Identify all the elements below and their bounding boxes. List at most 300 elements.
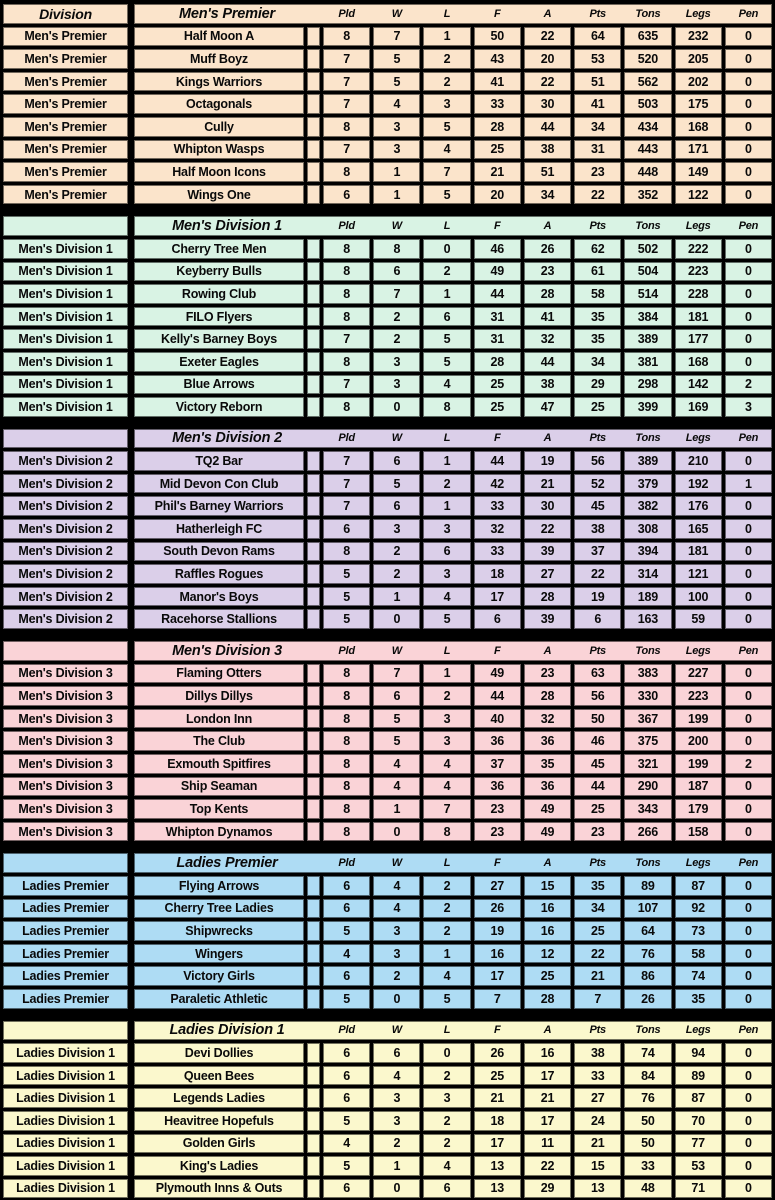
stat-cell: 4 bbox=[373, 777, 420, 797]
team-name-cell: FILO Flyers bbox=[134, 307, 304, 327]
stat-cell: 64 bbox=[624, 921, 671, 941]
stat-cell: 86 bbox=[624, 966, 671, 986]
division-cell: Men's Division 2 bbox=[3, 542, 128, 562]
division-section bbox=[3, 216, 772, 416]
stat-cell: 6 bbox=[373, 1043, 420, 1063]
stat-cell: 199 bbox=[675, 754, 722, 774]
column-header: Pen bbox=[738, 220, 759, 233]
stat-cell: 0 bbox=[725, 519, 772, 539]
stat-cell: 5 bbox=[323, 564, 370, 584]
table-row bbox=[3, 27, 772, 47]
stat-cell: 23 bbox=[474, 822, 521, 842]
stat-cell: 30 bbox=[524, 496, 571, 516]
division-cell: Men's Division 3 bbox=[3, 799, 128, 819]
stat-cell: 0 bbox=[725, 352, 772, 372]
table-row bbox=[3, 307, 772, 327]
table-row bbox=[3, 451, 772, 471]
column-header: Pts bbox=[589, 1024, 606, 1037]
stat-cell: 17 bbox=[524, 1111, 571, 1131]
stat-cell: 4 bbox=[423, 375, 470, 395]
section-header-row bbox=[3, 429, 772, 449]
team-name-cell: Half Moon A bbox=[134, 27, 304, 47]
stat-cell: 8 bbox=[423, 822, 470, 842]
stat-cell: 28 bbox=[474, 352, 521, 372]
stat-cell: 3 bbox=[423, 94, 470, 114]
stat-cell: 0 bbox=[725, 664, 772, 684]
stat-cell: 0 bbox=[725, 1134, 772, 1154]
stat-cell: 52 bbox=[574, 474, 621, 494]
stat-cell: 5 bbox=[373, 709, 420, 729]
table-row bbox=[3, 921, 772, 941]
stat-cell: 8 bbox=[323, 262, 370, 282]
stat-cell: 36 bbox=[474, 777, 521, 797]
table-row bbox=[3, 1111, 772, 1131]
stat-cell: 0 bbox=[725, 239, 772, 259]
stat-cell: 17 bbox=[474, 966, 521, 986]
team-name-cell: Cherry Tree Men bbox=[134, 239, 304, 259]
stat-cell: 232 bbox=[675, 27, 722, 47]
stat-cell: 0 bbox=[725, 731, 772, 751]
stat-cell: 7 bbox=[373, 284, 420, 304]
stat-cell: 64 bbox=[574, 27, 621, 47]
table-row bbox=[3, 587, 772, 607]
spacer-cell bbox=[307, 899, 320, 919]
stat-cell: 0 bbox=[725, 1156, 772, 1176]
stat-cell: 2 bbox=[373, 542, 420, 562]
stat-cell: 0 bbox=[725, 876, 772, 896]
stat-cell: 15 bbox=[524, 876, 571, 896]
team-name-cell: Plymouth Inns & Outs bbox=[134, 1179, 304, 1199]
section-header-row bbox=[3, 4, 772, 24]
column-header: W bbox=[391, 7, 402, 20]
stat-cell: 15 bbox=[574, 1156, 621, 1176]
division-cell: Ladies Premier bbox=[3, 921, 128, 941]
table-row bbox=[3, 375, 772, 395]
stat-cell: 2 bbox=[423, 686, 470, 706]
stat-cell: 0 bbox=[725, 1066, 772, 1086]
stat-cell: 76 bbox=[624, 1088, 671, 1108]
stat-cell: 4 bbox=[423, 966, 470, 986]
stat-cell: 168 bbox=[675, 117, 722, 137]
stat-cell: 61 bbox=[574, 262, 621, 282]
stat-cell: 8 bbox=[323, 664, 370, 684]
stat-cell: 290 bbox=[624, 777, 671, 797]
stat-cell: 13 bbox=[474, 1156, 521, 1176]
stat-cell: 202 bbox=[675, 72, 722, 92]
stat-cell: 0 bbox=[725, 564, 772, 584]
stat-cell: 314 bbox=[624, 564, 671, 584]
stat-cell: 25 bbox=[474, 375, 521, 395]
table-row bbox=[3, 162, 772, 182]
stat-cell: 0 bbox=[725, 140, 772, 160]
table-row bbox=[3, 140, 772, 160]
stat-cell: 53 bbox=[675, 1156, 722, 1176]
stat-cell: 44 bbox=[524, 352, 571, 372]
stat-cell: 34 bbox=[574, 899, 621, 919]
table-row bbox=[3, 284, 772, 304]
stat-cell: 1 bbox=[373, 1156, 420, 1176]
stat-cell: 48 bbox=[624, 1179, 671, 1199]
table-row bbox=[3, 754, 772, 774]
spacer-cell bbox=[307, 162, 320, 182]
table-row bbox=[3, 709, 772, 729]
division-cell: Men's Division 3 bbox=[3, 822, 128, 842]
team-name-cell: Ship Seaman bbox=[134, 777, 304, 797]
stat-cell: 19 bbox=[474, 921, 521, 941]
division-cell: Ladies Premier bbox=[3, 966, 128, 986]
stat-cell: 49 bbox=[474, 664, 521, 684]
column-header: W bbox=[391, 857, 402, 870]
spacer-cell bbox=[307, 1134, 320, 1154]
team-name-cell: Heavitree Hopefuls bbox=[134, 1111, 304, 1131]
spacer-cell bbox=[307, 94, 320, 114]
stat-cell: 1 bbox=[725, 474, 772, 494]
stat-cell: 16 bbox=[474, 944, 521, 964]
stat-cell: 44 bbox=[474, 284, 521, 304]
stat-cell: 8 bbox=[323, 239, 370, 259]
division-cell: Men's Division 1 bbox=[3, 284, 128, 304]
stat-cell: 33 bbox=[474, 542, 521, 562]
table-row bbox=[3, 799, 772, 819]
stat-cell: 22 bbox=[524, 72, 571, 92]
stat-cell: 58 bbox=[574, 284, 621, 304]
team-name-cell: Exmouth Spitfires bbox=[134, 754, 304, 774]
stat-cell: 8 bbox=[323, 754, 370, 774]
team-name-cell: Legends Ladies bbox=[134, 1088, 304, 1108]
stat-cell: 175 bbox=[675, 94, 722, 114]
stat-cell: 4 bbox=[323, 1134, 370, 1154]
table-row bbox=[3, 496, 772, 516]
stat-cell: 0 bbox=[725, 1043, 772, 1063]
division-cell: Ladies Division 1 bbox=[3, 1043, 128, 1063]
stat-cell: 2 bbox=[423, 72, 470, 92]
stat-cell: 8 bbox=[323, 686, 370, 706]
spacer-cell bbox=[307, 397, 320, 417]
column-header: F bbox=[494, 7, 501, 20]
stat-cell: 18 bbox=[474, 564, 521, 584]
stat-cell: 7 bbox=[323, 49, 370, 69]
team-name-cell: Hatherleigh FC bbox=[134, 519, 304, 539]
division-cell: Ladies Division 1 bbox=[3, 1134, 128, 1154]
stat-cell: 0 bbox=[725, 162, 772, 182]
stat-cell: 0 bbox=[725, 451, 772, 471]
division-section bbox=[3, 4, 772, 204]
column-header: Tons bbox=[635, 1024, 661, 1037]
table-row bbox=[3, 777, 772, 797]
stat-cell: 16 bbox=[524, 921, 571, 941]
section-title: Ladies Division 1 bbox=[169, 1022, 285, 1039]
stat-cell: 2 bbox=[373, 564, 420, 584]
column-header: Pen bbox=[738, 432, 759, 445]
table-row bbox=[3, 239, 772, 259]
column-header: A bbox=[543, 644, 552, 657]
stat-cell: 35 bbox=[675, 989, 722, 1009]
stat-cell: 168 bbox=[675, 352, 722, 372]
table-row bbox=[3, 262, 772, 282]
stat-cell: 8 bbox=[323, 27, 370, 47]
stat-cell: 12 bbox=[524, 944, 571, 964]
stat-cell: 32 bbox=[524, 329, 571, 349]
table-row bbox=[3, 989, 772, 1009]
stat-cell: 6 bbox=[423, 542, 470, 562]
division-cell: Men's Division 2 bbox=[3, 564, 128, 584]
stat-cell: 17 bbox=[524, 1066, 571, 1086]
stat-cell: 30 bbox=[524, 94, 571, 114]
stat-cell: 1 bbox=[423, 284, 470, 304]
stat-cell: 223 bbox=[675, 686, 722, 706]
stat-cell: 38 bbox=[574, 1043, 621, 1063]
column-header: Tons bbox=[635, 7, 661, 20]
spacer-cell bbox=[307, 1156, 320, 1176]
stat-cell: 23 bbox=[524, 664, 571, 684]
stat-cell: 0 bbox=[373, 609, 420, 629]
team-name-cell: Kings Warriors bbox=[134, 72, 304, 92]
stat-cell: 33 bbox=[474, 94, 521, 114]
stat-cell: 5 bbox=[423, 609, 470, 629]
column-header: F bbox=[494, 1024, 501, 1037]
spacer-cell bbox=[307, 352, 320, 372]
team-name-cell: TQ2 Bar bbox=[134, 451, 304, 471]
table-row bbox=[3, 876, 772, 896]
stat-cell: 2 bbox=[423, 474, 470, 494]
stat-cell: 58 bbox=[675, 944, 722, 964]
stat-cell: 41 bbox=[524, 307, 571, 327]
stat-cell: 50 bbox=[624, 1134, 671, 1154]
spacer-cell bbox=[307, 1066, 320, 1086]
stat-cell: 76 bbox=[624, 944, 671, 964]
stat-cell: 8 bbox=[323, 307, 370, 327]
stat-cell: 3 bbox=[423, 1088, 470, 1108]
team-name-cell: Kelly's Barney Boys bbox=[134, 329, 304, 349]
column-header: L bbox=[443, 644, 451, 657]
stat-cell: 0 bbox=[373, 822, 420, 842]
stat-cell: 177 bbox=[675, 329, 722, 349]
stat-cell: 5 bbox=[423, 989, 470, 1009]
team-name-cell: South Devon Rams bbox=[134, 542, 304, 562]
stat-cell: 22 bbox=[574, 944, 621, 964]
stat-cell: 0 bbox=[725, 799, 772, 819]
stat-cell: 227 bbox=[675, 664, 722, 684]
stat-cell: 45 bbox=[574, 754, 621, 774]
column-header: Tons bbox=[635, 644, 661, 657]
stat-cell: 44 bbox=[474, 451, 521, 471]
team-name-cell: Blue Arrows bbox=[134, 375, 304, 395]
column-header: Legs bbox=[685, 432, 711, 445]
column-header: Legs bbox=[685, 644, 711, 657]
stat-cell: 514 bbox=[624, 284, 671, 304]
team-name-cell: Golden Girls bbox=[134, 1134, 304, 1154]
stat-cell: 7 bbox=[373, 27, 420, 47]
spacer-cell bbox=[307, 375, 320, 395]
division-column-header bbox=[3, 1021, 128, 1041]
stat-cell: 222 bbox=[675, 239, 722, 259]
table-row bbox=[3, 72, 772, 92]
column-header: Pld bbox=[338, 1024, 355, 1037]
stat-cell: 37 bbox=[574, 542, 621, 562]
division-column-header bbox=[3, 216, 128, 236]
stat-cell: 7 bbox=[423, 799, 470, 819]
stat-cell: 26 bbox=[474, 899, 521, 919]
stat-cell: 205 bbox=[675, 49, 722, 69]
stat-cell: 0 bbox=[373, 989, 420, 1009]
stat-cell: 62 bbox=[574, 239, 621, 259]
stat-cell: 0 bbox=[725, 899, 772, 919]
stat-cell: 0 bbox=[725, 822, 772, 842]
column-header-band bbox=[134, 1021, 772, 1041]
division-cell: Men's Division 3 bbox=[3, 754, 128, 774]
stat-cell: 2 bbox=[725, 754, 772, 774]
column-header: A bbox=[543, 1024, 552, 1037]
stat-cell: 6 bbox=[323, 1088, 370, 1108]
spacer-cell bbox=[307, 1179, 320, 1199]
stat-cell: 4 bbox=[423, 587, 470, 607]
stat-cell: 149 bbox=[675, 162, 722, 182]
stat-cell: 3 bbox=[423, 731, 470, 751]
column-header: Pen bbox=[738, 1024, 759, 1037]
column-header-band bbox=[134, 853, 772, 873]
column-header: Pts bbox=[589, 644, 606, 657]
team-name-cell: Paraletic Athletic bbox=[134, 989, 304, 1009]
division-section bbox=[3, 1021, 772, 1199]
stat-cell: 343 bbox=[624, 799, 671, 819]
stat-cell: 49 bbox=[524, 799, 571, 819]
table-row bbox=[3, 609, 772, 629]
stat-cell: 6 bbox=[423, 307, 470, 327]
stat-cell: 36 bbox=[474, 731, 521, 751]
division-cell: Ladies Division 1 bbox=[3, 1111, 128, 1131]
spacer-cell bbox=[307, 876, 320, 896]
stat-cell: 27 bbox=[574, 1088, 621, 1108]
column-header: Pen bbox=[738, 644, 759, 657]
spacer-cell bbox=[307, 921, 320, 941]
stat-cell: 1 bbox=[373, 162, 420, 182]
stat-cell: 228 bbox=[675, 284, 722, 304]
stat-cell: 25 bbox=[574, 397, 621, 417]
column-header: F bbox=[494, 432, 501, 445]
stat-cell: 51 bbox=[524, 162, 571, 182]
section-title: Men's Division 1 bbox=[172, 218, 282, 235]
column-header: Pen bbox=[738, 857, 759, 870]
stat-cell: 0 bbox=[725, 117, 772, 137]
stat-cell: 21 bbox=[574, 966, 621, 986]
stat-cell: 448 bbox=[624, 162, 671, 182]
stat-cell: 0 bbox=[725, 587, 772, 607]
stat-cell: 43 bbox=[474, 49, 521, 69]
stat-cell: 199 bbox=[675, 709, 722, 729]
column-header: Legs bbox=[685, 1024, 711, 1037]
division-cell: Men's Division 2 bbox=[3, 451, 128, 471]
stat-cell: 36 bbox=[524, 777, 571, 797]
column-header: Pld bbox=[338, 432, 355, 445]
stat-cell: 0 bbox=[725, 989, 772, 1009]
stat-cell: 28 bbox=[474, 117, 521, 137]
team-name-cell: Rowing Club bbox=[134, 284, 304, 304]
stat-cell: 50 bbox=[474, 27, 521, 47]
division-cell: Men's Premier bbox=[3, 72, 128, 92]
table-row bbox=[3, 1088, 772, 1108]
table-row bbox=[3, 397, 772, 417]
stat-cell: 7 bbox=[323, 474, 370, 494]
spacer-cell bbox=[307, 239, 320, 259]
team-name-cell: Raffles Rogues bbox=[134, 564, 304, 584]
stat-cell: 6 bbox=[373, 686, 420, 706]
stat-cell: 179 bbox=[675, 799, 722, 819]
spacer-cell bbox=[307, 609, 320, 629]
division-cell: Men's Division 3 bbox=[3, 686, 128, 706]
stat-cell: 38 bbox=[524, 375, 571, 395]
team-name-cell: Wings One bbox=[134, 185, 304, 205]
stat-cell: 7 bbox=[323, 451, 370, 471]
stat-cell: 3 bbox=[373, 352, 420, 372]
column-header-band bbox=[134, 641, 772, 661]
stat-cell: 0 bbox=[725, 1179, 772, 1199]
stat-cell: 381 bbox=[624, 352, 671, 372]
stat-cell: 44 bbox=[574, 777, 621, 797]
team-name-cell: Top Kents bbox=[134, 799, 304, 819]
stat-cell: 56 bbox=[574, 686, 621, 706]
table-row bbox=[3, 1066, 772, 1086]
team-name-cell: Whipton Wasps bbox=[134, 140, 304, 160]
column-header: Pts bbox=[589, 432, 606, 445]
stat-cell: 21 bbox=[524, 474, 571, 494]
division-cell: Men's Division 2 bbox=[3, 519, 128, 539]
division-section bbox=[3, 853, 772, 1008]
table-row bbox=[3, 822, 772, 842]
column-header: Legs bbox=[685, 857, 711, 870]
stat-cell: 383 bbox=[624, 664, 671, 684]
table-row bbox=[3, 94, 772, 114]
stat-cell: 181 bbox=[675, 542, 722, 562]
team-name-cell: Flying Arrows bbox=[134, 876, 304, 896]
stat-cell: 23 bbox=[474, 799, 521, 819]
stat-cell: 27 bbox=[474, 876, 521, 896]
column-header-band bbox=[134, 4, 772, 24]
team-name-cell: Cherry Tree Ladies bbox=[134, 899, 304, 919]
stat-cell: 192 bbox=[675, 474, 722, 494]
stat-cell: 8 bbox=[323, 777, 370, 797]
stat-cell: 26 bbox=[624, 989, 671, 1009]
team-name-cell: Keyberry Bulls bbox=[134, 262, 304, 282]
stat-cell: 6 bbox=[474, 609, 521, 629]
stat-cell: 44 bbox=[524, 117, 571, 137]
stat-cell: 520 bbox=[624, 49, 671, 69]
stat-cell: 6 bbox=[373, 451, 420, 471]
spacer-cell bbox=[307, 564, 320, 584]
team-name-cell: The Club bbox=[134, 731, 304, 751]
column-header: L bbox=[443, 432, 451, 445]
stat-cell: 32 bbox=[474, 519, 521, 539]
stat-cell: 3 bbox=[373, 117, 420, 137]
division-cell: Ladies Division 1 bbox=[3, 1066, 128, 1086]
division-cell: Men's Division 3 bbox=[3, 731, 128, 751]
column-header: Pen bbox=[738, 7, 759, 20]
stat-cell: 53 bbox=[574, 49, 621, 69]
stat-cell: 5 bbox=[423, 117, 470, 137]
stat-cell: 46 bbox=[574, 731, 621, 751]
section-header-row bbox=[3, 641, 772, 661]
spacer-cell bbox=[307, 587, 320, 607]
stat-cell: 169 bbox=[675, 397, 722, 417]
column-header: Legs bbox=[685, 220, 711, 233]
stat-cell: 3 bbox=[373, 519, 420, 539]
stat-cell: 33 bbox=[624, 1156, 671, 1176]
stat-cell: 379 bbox=[624, 474, 671, 494]
stat-cell: 3 bbox=[423, 519, 470, 539]
stat-cell: 352 bbox=[624, 185, 671, 205]
stat-cell: 35 bbox=[574, 876, 621, 896]
spacer-cell bbox=[307, 944, 320, 964]
stat-cell: 24 bbox=[574, 1111, 621, 1131]
